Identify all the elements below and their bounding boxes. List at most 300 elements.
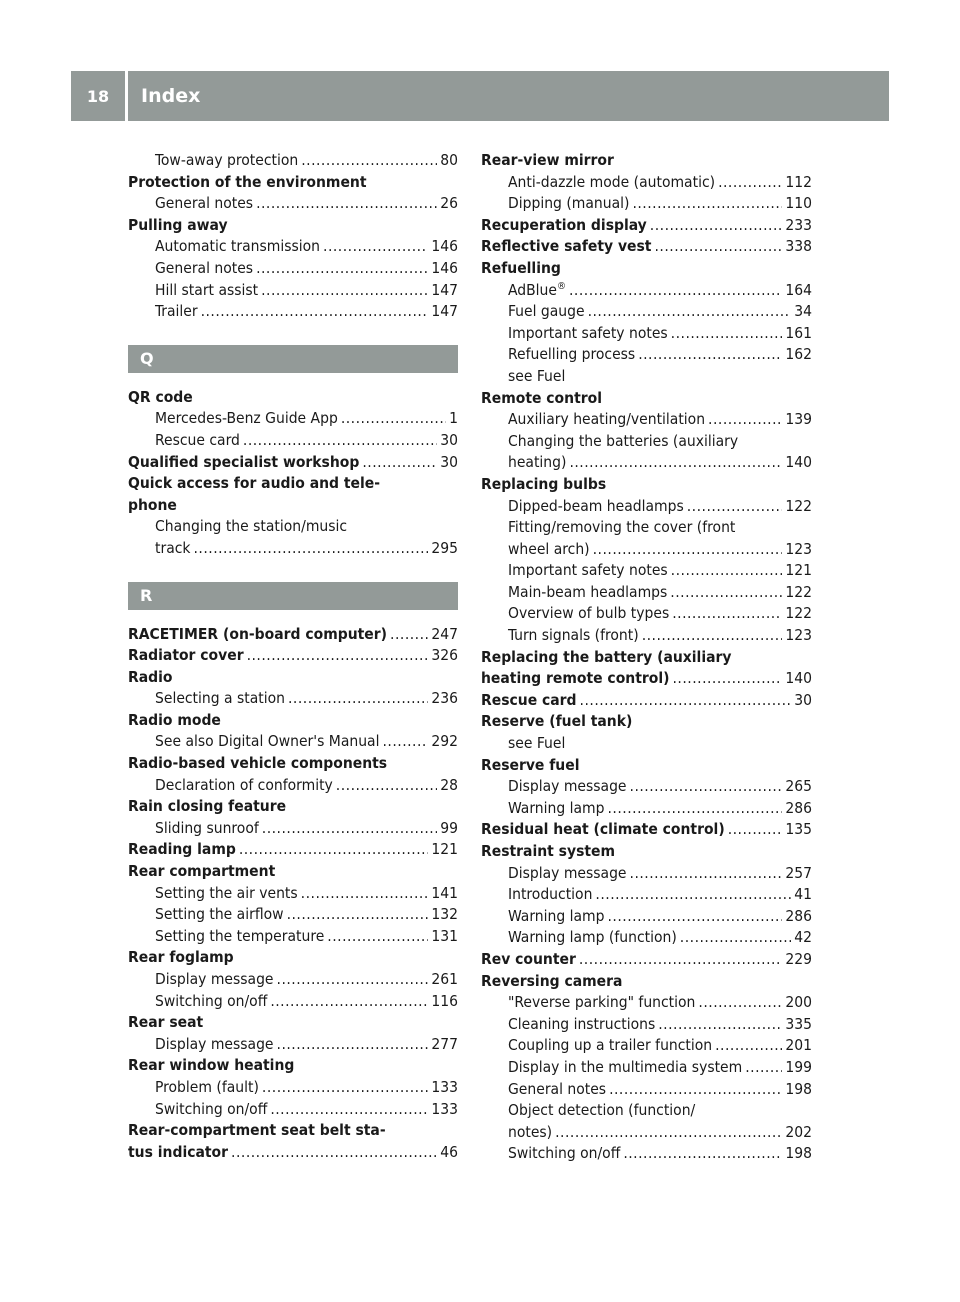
index-entry-label: Sliding sunroof [155,818,259,837]
index-page-number: 30 [440,452,458,471]
index-entry-text [508,301,585,323]
index-entry [128,926,458,948]
index-page-number: 121 [431,840,458,859]
index-entry [128,731,458,753]
dot-leader [193,538,428,560]
index-entry-text [508,172,715,194]
index-entry [128,839,458,861]
index-entry-label: Introduction [508,885,593,904]
index-entry-text [128,452,359,474]
dot-leader [745,1057,782,1079]
index-page-number: 286 [785,798,812,817]
dot-leader [715,1035,782,1057]
dot-leader [672,603,782,625]
index-entry [128,1077,458,1099]
dot-leader [580,690,792,712]
index-entry-text [481,949,576,971]
dot-leader [569,452,782,474]
index-page-number: 265 [785,777,812,796]
dot-leader [650,215,783,237]
dot-leader [608,798,783,820]
index-page-number: 135 [785,820,812,839]
index-entry [128,904,458,926]
dot-leader [323,236,428,258]
index-page-number: 326 [431,646,458,665]
index-entry-label: Refuelling process [508,345,636,364]
index-entry-text [508,798,605,820]
index-entry-text [155,538,190,560]
index-heading: Rear foglamp [128,948,234,967]
index-entry [481,949,812,971]
dot-leader [654,236,782,258]
index-entry-text [508,560,668,582]
index-entry-text [508,603,669,625]
dot-leader [708,409,782,431]
index-entry-label: "Reverse parking" function [508,993,696,1012]
index-entry-label: Selecting a station [155,689,285,708]
index-page-number: 292 [431,732,458,751]
index-page-number: 236 [431,689,458,708]
index-heading: Replacing bulbs [481,474,607,493]
index-page-number: 229 [785,949,812,968]
index-page-number: 261 [431,970,458,988]
index-page-number: 133 [431,1099,458,1118]
index-page-number: 198 [785,1144,812,1163]
index-page-number: 121 [785,561,812,580]
index-entry [481,819,812,841]
index-heading: Rear compartment [128,862,276,881]
dot-leader [608,906,783,928]
index-page-number: 28 [440,775,458,794]
index-entry-label: Radiator cover [128,646,244,665]
index-entry-label: Turn signals (front) [508,626,639,645]
index-entry-text [155,991,267,1013]
dot-leader [201,301,429,323]
index-entry-text [155,775,333,797]
index-entry [481,301,812,323]
index-page-number: 286 [785,906,812,925]
index-entry [128,883,458,905]
index-entry [481,280,812,302]
index-entry [128,1099,458,1121]
index-entry-label: Tow-away protection [155,151,299,169]
index-page-number: 147 [431,302,458,321]
index-entry [481,927,812,949]
index-entry-text [481,236,651,258]
index-entry [128,688,458,710]
index-entry-text [508,1079,606,1101]
index-entry-text [508,1143,620,1165]
index-subentry-text: Object detection (function/ [508,1101,696,1120]
index-page-number: 338 [785,237,812,256]
index-entry-text [128,1142,228,1164]
index-page-number: 295 [431,538,458,557]
dot-leader [243,430,437,452]
index-entry [481,1143,812,1165]
dot-leader [256,193,437,215]
index-entry [128,430,458,452]
index-entry-text [508,193,629,215]
index-heading: Radio-based vehicle components [128,754,388,773]
dot-leader [390,624,428,646]
index-entry-text [155,236,320,258]
index-entry-text [508,496,684,518]
header-divider [125,71,128,121]
index-entry-text [155,150,298,172]
index-page-number: 131 [431,926,458,945]
index-entry-text [155,301,198,323]
dot-leader [362,452,437,474]
index-entry [481,690,812,712]
index-entry-text [155,731,379,753]
index-entry [481,193,812,215]
index-entry-label: Setting the air vents [155,883,298,902]
index-subentry-text: Changing the station/music [155,517,348,536]
page-number: 18 [86,86,110,106]
index-entry [481,582,812,604]
dot-leader [301,883,429,905]
index-page-number: 164 [785,280,812,299]
index-entry [128,280,458,302]
index-entry-label: heating remote control) [481,669,670,688]
dot-leader [277,1034,429,1056]
index-entry [128,236,458,258]
index-entry [128,452,458,474]
index-entry-label: Display message [155,970,274,988]
index-entry-label: General notes [155,258,254,277]
index-page-number: 140 [785,453,812,472]
index-entry-text [508,884,592,906]
index-entry-label: notes) [508,1122,553,1141]
index-entry [481,863,812,885]
index-entry-label: Anti-dazzle mode (automatic) [508,172,716,191]
index-entry-label: General notes [155,194,254,213]
index-entry-text [508,1014,655,1036]
dot-leader [327,926,428,948]
index-entry-label: Reflective safety vest [481,237,652,256]
index-entry-label: See also Digital Owner's Manual [155,732,380,751]
dot-leader [288,688,428,710]
index-entry [481,668,812,690]
dot-leader [638,344,782,366]
dot-leader [718,172,782,194]
dot-leader [277,969,429,991]
index-page-number: 123 [785,539,812,558]
index-page-number: 122 [785,496,812,515]
index-entry-text [481,690,577,712]
index-entry-label: Display in the multimedia system [508,1057,743,1076]
section-letter-bar: R [128,582,458,610]
dot-leader [336,775,437,797]
dot-leader [630,863,783,885]
index-entry-label: Setting the temperature [155,926,325,945]
index-subentry-text: see Fuel [508,366,566,385]
index-entry [481,884,812,906]
dot-leader [270,991,428,1013]
dot-leader [231,1142,437,1164]
index-heading: Radio mode [128,710,221,729]
index-entry-text [508,776,627,798]
page-title: Index [141,85,201,107]
index-page-number: 161 [785,323,812,342]
dot-leader [687,496,783,518]
index-entry-label: Dipped-beam headlamps [508,496,684,515]
index-entry-text [155,926,324,948]
index-heading: Reserve fuel [481,755,580,774]
index-entry [481,776,812,798]
dot-leader [671,560,783,582]
index-entry [128,1034,458,1056]
index-entry-label: Problem (fault) [155,1077,259,1096]
index-page-number: 26 [440,194,458,213]
index-entry-text [508,863,627,885]
index-entry-text [155,818,259,840]
index-entry-text [508,1122,552,1144]
index-page-number: 133 [431,1077,458,1096]
dot-leader [382,731,428,753]
index-entry [481,215,812,237]
index-entry [128,258,458,280]
index-entry-text [155,408,338,430]
dot-leader [262,818,437,840]
index-entry-text [508,582,667,604]
index-entry-label: Setting the airflow [155,905,284,924]
index-entry-label: Important safety notes [508,323,668,342]
index-entry [128,818,458,840]
dot-leader [270,1099,428,1121]
index-entry-label: Fuel gauge [508,302,585,321]
index-page-number: 233 [785,215,812,234]
index-entry-text [508,323,668,345]
index-subentry-text: see Fuel [508,734,566,753]
dot-leader [287,904,429,926]
index-entry-text [155,904,284,926]
index-page-number: 30 [794,690,812,709]
index-entry-text [508,992,695,1014]
index-entry-text [128,624,387,646]
dot-leader [301,150,437,172]
index-entry [128,150,458,172]
index-page-number: 123 [785,626,812,645]
index-entry-text [508,280,566,302]
index-entry [481,560,812,582]
index-entry [128,193,458,215]
index-entry-label: Warning lamp (function) [508,928,677,947]
index-entry-text [155,193,253,215]
index-entry [128,1142,458,1164]
index-heading: Reversing camera [481,971,623,990]
index-entry-text [481,668,670,690]
index-entry-label: AdBlue [508,280,557,299]
dot-leader [256,258,428,280]
index-page-number: 140 [785,669,812,688]
index-entry-label: Rev counter [481,949,576,968]
index-page-number: 198 [785,1079,812,1098]
dot-leader [680,927,791,949]
index-heading: Reserve (fuel tank) [481,712,633,731]
index-heading: phone [128,495,177,514]
index-heading: Rear-view mirror [481,151,614,169]
index-entry [481,906,812,928]
index-heading: Rear window heating [128,1056,295,1075]
index-entry-label: Display message [508,777,627,796]
index-page-number: 46 [440,1142,458,1161]
index-page-number: 110 [785,194,812,213]
index-entry [481,798,812,820]
index-page-number: 1 [449,409,458,428]
index-entry-text [128,839,236,861]
index-entry-text [508,539,590,561]
index-page-number: 139 [785,410,812,429]
index-entry-label: tus indicator [128,1142,229,1161]
index-entry-label: Declaration of conformity [155,775,333,794]
index-entry [481,992,812,1014]
index-entry [481,236,812,258]
index-entry-label: Display message [508,863,627,882]
dot-leader [632,193,782,215]
section-letter-bar: Q [128,345,458,373]
index-page-number: 112 [785,172,812,191]
index-page-number: 80 [440,151,458,169]
index-entry [128,301,458,323]
index-entry-label: Important safety notes [508,561,668,580]
index-page-number: 147 [431,280,458,299]
index-page-number: 277 [431,1034,458,1053]
index-entry-label: Switching on/off [155,991,268,1010]
dot-leader [698,992,782,1014]
index-entry-label: Main-beam headlamps [508,582,668,601]
index-entry-label: Warning lamp [508,906,605,925]
index-entry-label: RACETIMER (on-board computer) [128,624,388,643]
index-entry [481,603,812,625]
index-heading: Rain closing feature [128,797,287,816]
index-entry [481,539,812,561]
index-heading: QR code [128,387,193,406]
index-heading: Remote control [481,388,602,407]
index-entry-label: track [155,538,191,557]
index-entry-text [155,258,253,280]
index-entry-label: Reading lamp [128,840,236,859]
index-entry-label: Dipping (manual) [508,194,630,213]
index-entry-label: heating) [508,453,567,472]
index-entry-text [155,969,274,991]
index-entry-label: Display message [155,1034,274,1053]
index-heading: Rear-compartment seat belt sta- [128,1121,386,1140]
index-entry-text [155,430,240,452]
index-heading: Protection of the environment [128,172,367,191]
index-entry [128,538,458,560]
index-entry-label: General notes [508,1079,607,1098]
index-entry-text [508,927,677,949]
index-entry [128,408,458,430]
index-column-left [128,150,458,1163]
index-page-number: 200 [785,993,812,1012]
index-page-number: 335 [785,1014,812,1033]
index-heading: Refuelling [481,258,561,277]
index-page-number: 141 [431,883,458,902]
index-entry-text [155,280,258,302]
dot-leader [593,539,783,561]
page-header [71,71,889,121]
index-page-number: 30 [440,430,458,449]
index-entry-text [508,1035,712,1057]
index-entry-label: Trailer [155,302,198,321]
index-entry-label: Switching on/off [155,1099,268,1118]
index-entry [481,625,812,647]
dot-leader [262,1077,428,1099]
dot-leader [728,819,783,841]
dot-leader [247,645,429,667]
index-entry-text [155,1099,267,1121]
index-heading: Replacing the battery (auxiliary [481,647,732,666]
dot-leader [569,280,782,302]
dot-leader [555,1122,782,1144]
dot-leader [630,776,783,798]
index-entry-label: Automatic transmission [155,237,321,256]
index-page-number: 42 [794,928,812,947]
index-entry [128,969,458,991]
index-entry-text [128,645,244,667]
index-entry [481,344,812,366]
index-entry [481,1122,812,1144]
index-page-number: 122 [785,582,812,601]
index-page-number: 199 [785,1057,812,1076]
registered-mark: ® [556,280,566,292]
index-entry-text [155,688,285,710]
dot-leader [239,839,429,861]
index-page-number: 34 [794,302,812,321]
index-subentry-text: Changing the batteries (auxiliary [508,431,739,450]
dot-leader [595,884,791,906]
index-entry-text [155,1077,259,1099]
index-subentry-text: Fitting/removing the cover (front [508,518,736,537]
index-entry [128,624,458,646]
index-entry-label: Warning lamp [508,798,605,817]
index-heading: Rear seat [128,1013,204,1032]
index-entry-label: Auxiliary heating/ventilation [508,410,706,429]
index-entry-label: wheel arch) [508,539,590,558]
index-page-number: 146 [431,237,458,256]
index-entry [481,1014,812,1036]
index-entry [481,496,812,518]
index-entry-label: Coupling up a trailer function [508,1036,713,1055]
index-entry [481,1057,812,1079]
index-page-number: 122 [785,604,812,623]
index-entry-text [481,215,647,237]
index-page-number: 162 [785,345,812,364]
index-entry-text [508,625,639,647]
index-page-number: 146 [431,258,458,277]
index-entry-text [508,344,635,366]
index-entry [481,1035,812,1057]
index-page-number: 247 [431,624,458,643]
index-page-number: 201 [785,1036,812,1055]
index-column-right [481,150,812,1165]
index-heading: Quick access for audio and tele- [128,474,381,493]
index-entry [481,323,812,345]
dot-leader [658,1014,782,1036]
index-entry-label: Residual heat (climate control) [481,820,725,839]
index-entry-label: Recuperation display [481,215,647,234]
index-entry-text [508,906,605,928]
index-page-number: 202 [785,1122,812,1141]
index-entry-text [508,452,566,474]
index-entry-label: Switching on/off [508,1144,621,1163]
dot-leader [673,668,783,690]
index-entry [481,1079,812,1101]
index-page-number: 132 [431,905,458,924]
index-entry [128,775,458,797]
